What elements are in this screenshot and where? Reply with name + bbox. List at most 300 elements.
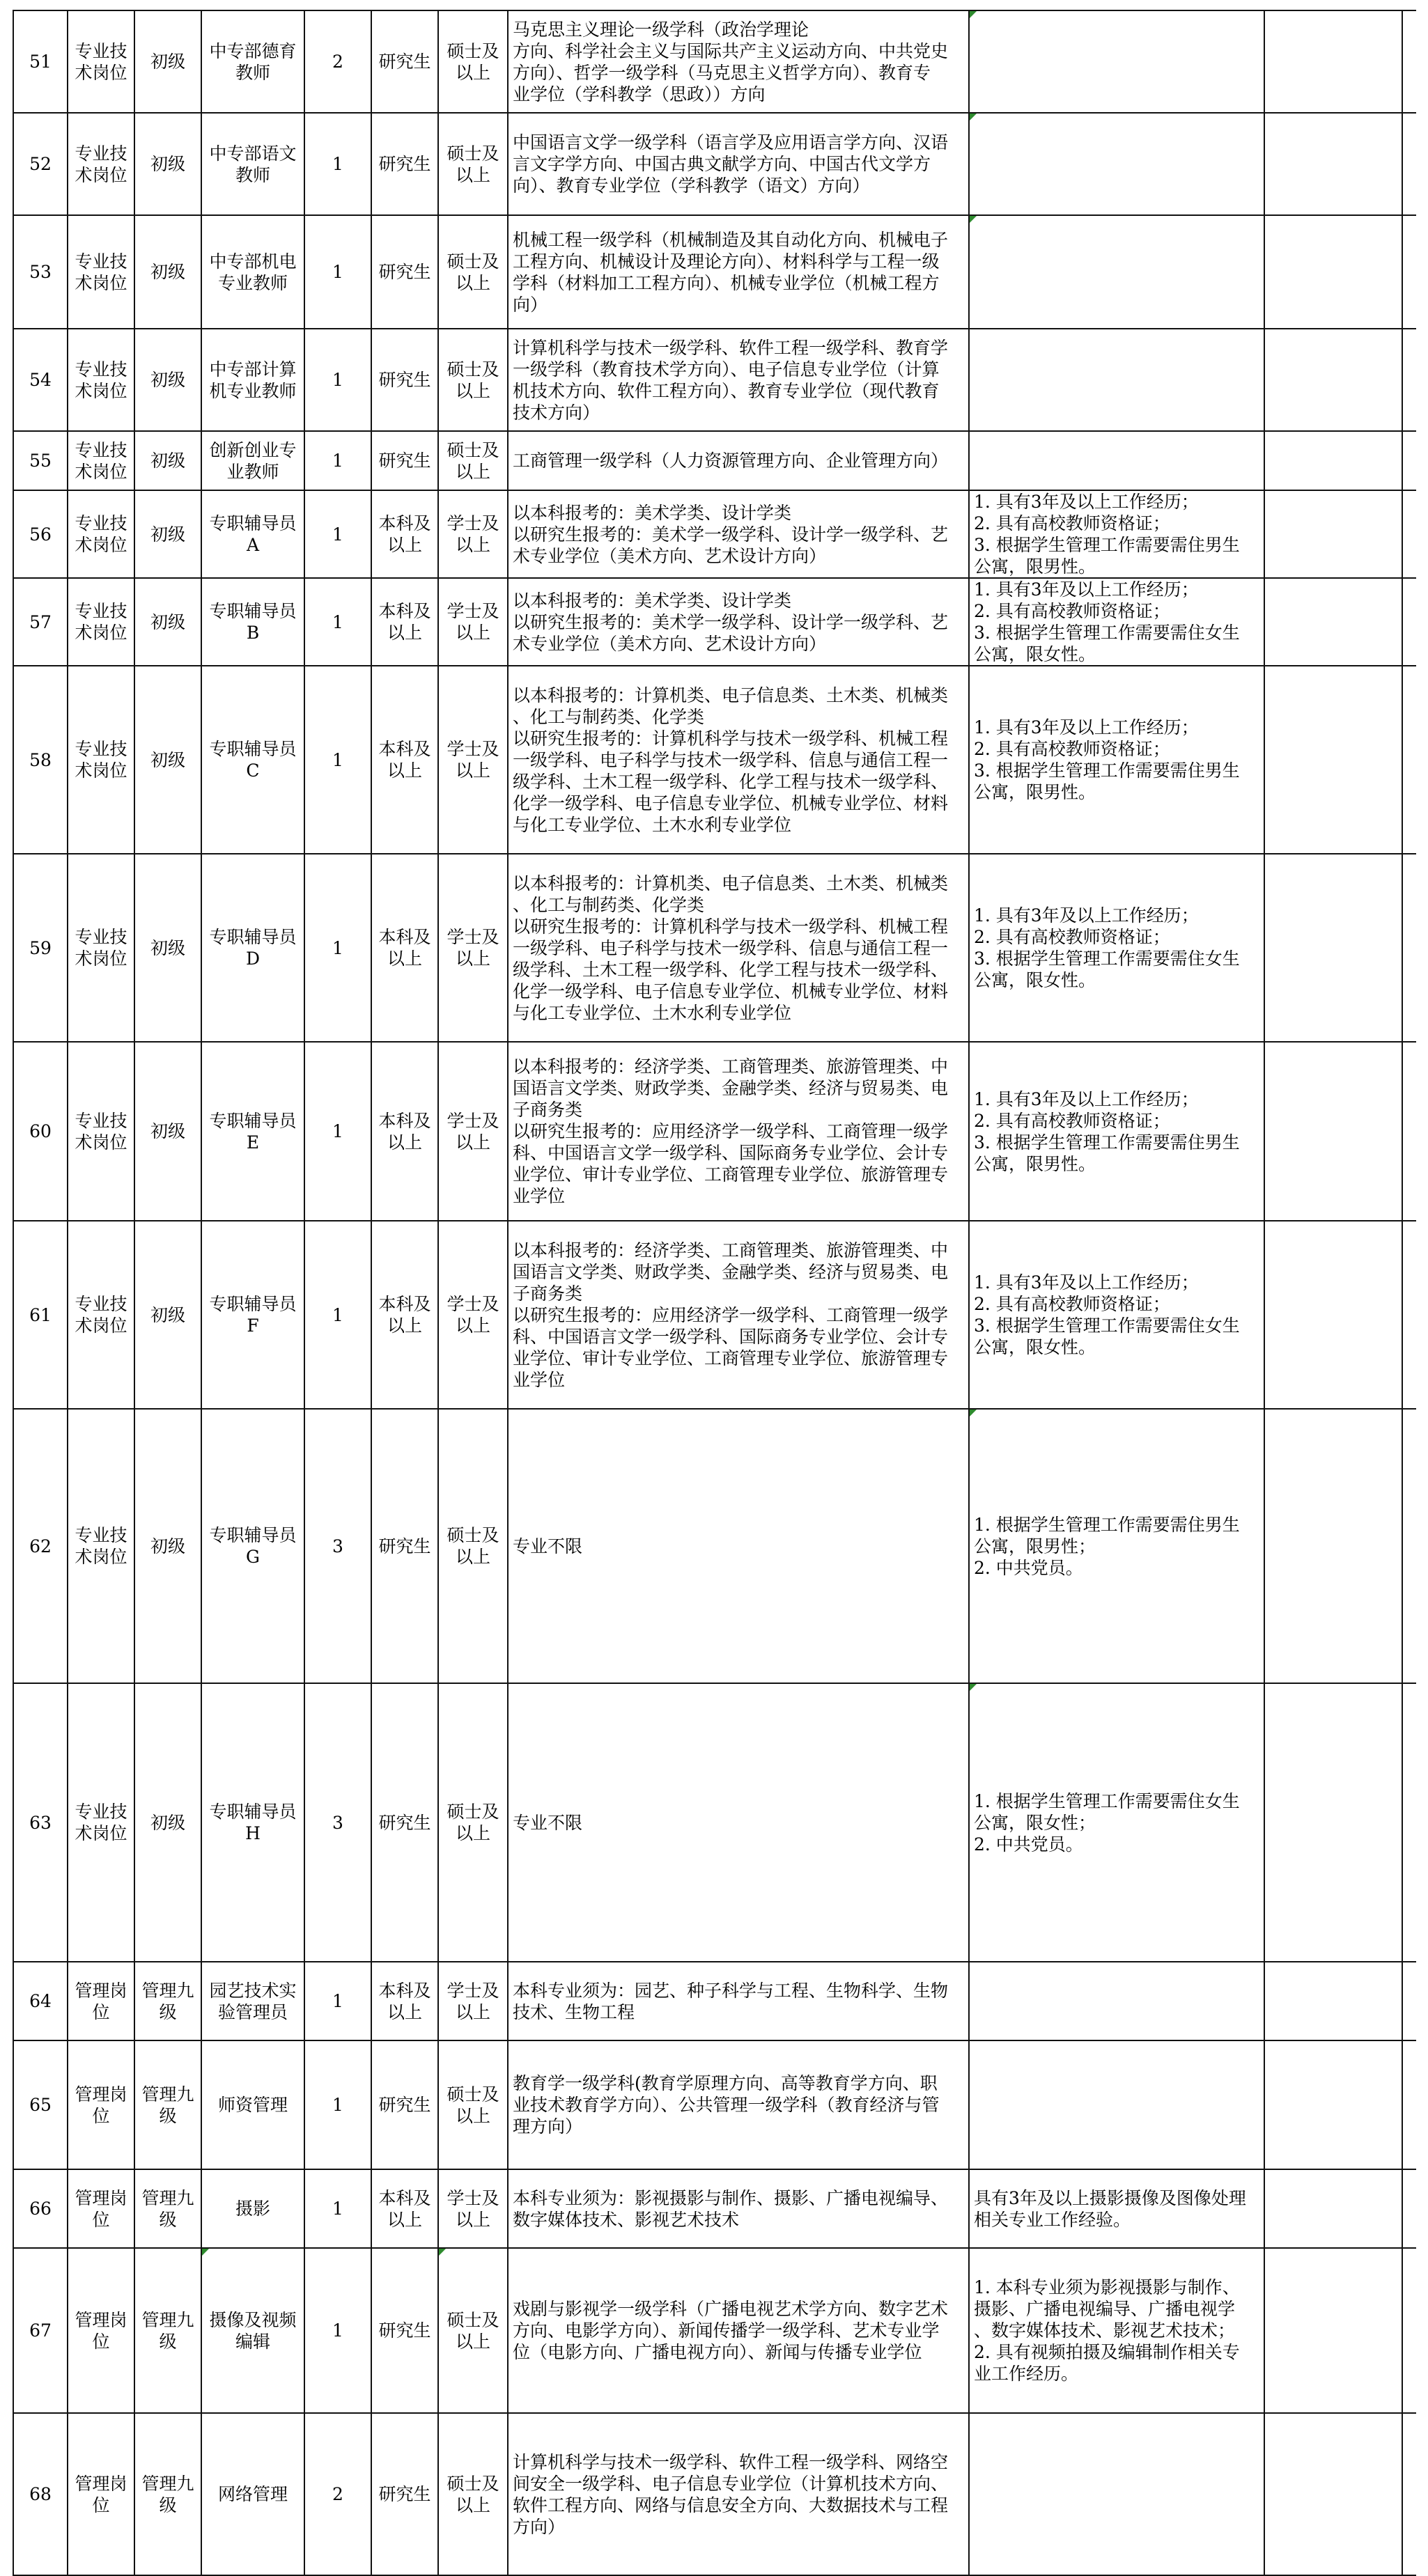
major-cell-line: 戏剧与影视学一级学科（广播电视艺术学方向、数字艺术 <box>513 2299 949 2319</box>
table-row <box>13 578 1416 666</box>
level-cell: 初级 <box>134 1409 201 1683</box>
table-row <box>13 1221 1416 1409</box>
major-cell-line: 以本科报考的：美术学类、设计学类 <box>513 502 792 523</box>
headcount-cell: 1 <box>304 431 371 490</box>
degree-cell-line: 硕士及 <box>447 251 499 272</box>
category-cell <box>68 1042 134 1221</box>
other-requirements-cell-line: 2. 具有高校教师资格证； <box>974 739 1170 759</box>
degree-cell <box>438 329 508 431</box>
trailing-cell <box>1402 578 1416 666</box>
table-row <box>13 329 1416 431</box>
table-row <box>13 2169 1416 2248</box>
major-cell <box>508 1683 969 1962</box>
level-cell-line: 管理九 <box>141 2084 194 2105</box>
other-requirements-cell-line: 公寓，限男性。 <box>974 1153 1096 1174</box>
category-cell-line: 专业技 <box>75 439 127 460</box>
remark-cell <box>1264 431 1402 490</box>
row-number-cell: 63 <box>13 1683 68 1962</box>
degree-cell <box>438 431 508 490</box>
trailing-cell <box>1402 215 1416 329</box>
other-requirements-cell <box>969 2248 1264 2413</box>
row-number-cell: 58 <box>13 666 68 854</box>
remark-cell <box>1264 490 1402 578</box>
major-cell <box>508 10 969 113</box>
major-cell <box>508 2248 969 2413</box>
category-cell-line: 术岗位 <box>75 380 127 401</box>
education-cell <box>371 666 438 854</box>
degree-cell-line: 以上 <box>455 62 490 83</box>
remark-cell <box>1264 1221 1402 1409</box>
other-requirements-cell-line: 公寓，限女性； <box>974 1812 1096 1833</box>
other-requirements-cell <box>969 215 1264 329</box>
category-cell-line: 位 <box>92 2331 110 2352</box>
degree-cell-line: 硕士及 <box>447 143 499 164</box>
level-cell <box>134 2413 201 2575</box>
degree-cell-line: 硕士及 <box>447 359 499 380</box>
headcount-cell: 1 <box>304 1221 371 1409</box>
category-cell-line: 术岗位 <box>75 1316 127 1336</box>
education-cell-line: 本科及 <box>378 1980 431 2001</box>
major-cell-line: 数字媒体技术、影视艺术技术 <box>513 2209 740 2230</box>
category-cell-line: 管理岗 <box>75 2473 127 2494</box>
category-cell <box>68 1683 134 1962</box>
level-cell: 初级 <box>134 431 201 490</box>
level-cell-line: 级 <box>159 2209 177 2230</box>
education-cell-line: 以上 <box>387 535 422 555</box>
trailing-cell <box>1402 1683 1416 1962</box>
remark-cell <box>1264 578 1402 666</box>
major-cell <box>508 578 969 666</box>
category-cell <box>68 113 134 215</box>
other-requirements-cell-line: 2. 具有高校教师资格证； <box>974 1110 1170 1131</box>
major-cell-line: 中国语言文学一级学科（语言学及应用语言学方向、汉语 <box>513 132 949 153</box>
other-requirements-cell <box>969 431 1264 490</box>
degree-cell-line: 以上 <box>455 1316 490 1336</box>
major-cell-line: 计算机科学与技术一级学科、软件工程一级学科、网络空 <box>513 2451 949 2472</box>
education-cell-line: 本科及 <box>378 601 431 621</box>
major-cell-line: 以研究生报考的：计算机科学与技术一级学科、机械工程 <box>513 916 949 937</box>
other-requirements-cell <box>969 10 1264 113</box>
remark-cell <box>1264 2413 1402 2575</box>
remark-cell <box>1264 2040 1402 2169</box>
level-cell-line: 管理九 <box>141 2309 194 2330</box>
post-name-cell-line: 中专部语文 <box>209 143 297 164</box>
trailing-cell <box>1402 431 1416 490</box>
other-requirements-cell-line: 摄影、广播电视编导、广播电视学 <box>974 2299 1236 2319</box>
major-cell-line: 一级学科（教育技术学方向）、电子信息专业学位（计算 <box>513 359 940 380</box>
major-cell-line: 马克思主义理论一级学科（政治学理论 <box>513 19 809 40</box>
degree-cell-line: 以上 <box>455 535 490 555</box>
major-cell-line: 专业不限 <box>513 1812 583 1833</box>
degree-cell-line: 以上 <box>455 2331 490 2352</box>
major-cell <box>508 1221 969 1409</box>
headcount-cell: 1 <box>304 2040 371 2169</box>
other-requirements-cell-line: 、数字媒体技术、影视艺术技术； <box>974 2320 1236 2341</box>
degree-cell-line: 学士及 <box>447 1110 499 1131</box>
row-number-cell: 56 <box>13 490 68 578</box>
degree-cell <box>438 1683 508 1962</box>
post-name-cell-line: 师资管理 <box>217 2095 288 2115</box>
major-cell-line: 子商务类 <box>513 1283 583 1304</box>
row-number-cell: 57 <box>13 578 68 666</box>
table-row <box>13 431 1416 490</box>
major-cell-line: 科、中国语言文学一级学科、国际商务专业学位、会计专 <box>513 1326 949 1347</box>
major-cell-line: 业学位 <box>513 1186 566 1206</box>
degree-cell-line: 硕士及 <box>447 2084 499 2105</box>
other-requirements-cell-line: 公寓，限男性。 <box>974 782 1096 802</box>
post-name-cell-line: 创新创业专 <box>209 439 297 460</box>
category-cell-line: 专业技 <box>75 1525 127 1545</box>
other-requirements-cell-line: 3. 根据学生管理工作需要需住女生 <box>974 949 1240 969</box>
remark-cell <box>1264 1409 1402 1683</box>
category-cell-line: 术岗位 <box>75 1823 127 1843</box>
other-requirements-cell-line: 公寓，限男性。 <box>974 556 1096 577</box>
education-cell-line: 以上 <box>387 1132 422 1153</box>
major-cell <box>508 2413 969 2575</box>
post-name-cell <box>201 329 304 431</box>
major-cell-line: 专业不限 <box>513 1536 583 1556</box>
education-cell <box>371 1042 438 1221</box>
post-name-cell <box>201 1042 304 1221</box>
post-name-cell-line: 专职辅导员E <box>209 1110 297 1153</box>
category-cell <box>68 1409 134 1683</box>
other-requirements-cell-line: 1. 具有3年及以上工作经历； <box>974 1088 1199 1109</box>
remark-cell <box>1264 113 1402 215</box>
level-cell-line: 级 <box>159 2001 177 2022</box>
headcount-cell: 1 <box>304 666 371 854</box>
other-requirements-cell <box>969 490 1264 578</box>
category-cell <box>68 1962 134 2040</box>
education-cell: 研究生 <box>371 215 438 329</box>
other-requirements-cell-line: 具有3年及以上摄影摄像及图像处理 <box>974 2187 1246 2208</box>
post-name-cell <box>201 431 304 490</box>
category-cell-line: 位 <box>92 2495 110 2515</box>
other-requirements-cell-line: 1. 本科专业须为影视摄影与制作、 <box>974 2277 1240 2297</box>
headcount-cell: 1 <box>304 490 371 578</box>
level-cell: 初级 <box>134 578 201 666</box>
post-name-cell-line: 网络管理 <box>217 2484 288 2504</box>
education-cell-line: 本科及 <box>378 739 431 759</box>
education-cell-line: 以上 <box>387 623 422 643</box>
major-cell-line: 学科（材料加工工程方向）、机械专业学位（机械工程方 <box>513 272 940 293</box>
category-cell-line: 术岗位 <box>75 623 127 643</box>
other-requirements-cell <box>969 113 1264 215</box>
headcount-cell: 1 <box>304 1962 371 2040</box>
level-cell <box>134 2040 201 2169</box>
other-requirements-cell-line: 2. 具有视频拍摄及编辑制作相关专 <box>974 2342 1240 2362</box>
degree-cell-line: 学士及 <box>447 2187 499 2208</box>
major-cell-line: 以研究生报考的：应用经济学一级学科、工商管理一级学 <box>513 1304 949 1325</box>
other-requirements-cell-line: 公寓，限女性。 <box>974 1337 1096 1357</box>
education-cell-line: 以上 <box>387 2001 422 2022</box>
education-cell: 研究生 <box>371 113 438 215</box>
trailing-cell <box>1402 1042 1416 1221</box>
trailing-cell <box>1402 2040 1416 2169</box>
post-name-cell <box>201 1962 304 2040</box>
post-name-cell-line: 中专部计算 <box>209 359 297 380</box>
trailing-cell <box>1402 10 1416 113</box>
post-name-cell <box>201 490 304 578</box>
level-cell <box>134 2248 201 2413</box>
post-name-cell-line: 专职辅导员C <box>209 739 297 781</box>
major-cell-line: 言文字学方向、中国古典文献学方向、中国古代文学方 <box>513 154 931 174</box>
other-requirements-cell-line: 2. 中共党员。 <box>974 1834 1083 1855</box>
major-cell <box>508 2169 969 2248</box>
headcount-cell: 1 <box>304 1042 371 1221</box>
post-name-cell-line: 专职辅导员F <box>209 1294 297 1336</box>
education-cell <box>371 2169 438 2248</box>
major-cell <box>508 666 969 854</box>
other-requirements-cell <box>969 1042 1264 1221</box>
remark-cell <box>1264 1042 1402 1221</box>
other-requirements-cell-line: 1. 具有3年及以上工作经历； <box>974 492 1199 512</box>
education-cell: 研究生 <box>371 2248 438 2413</box>
other-requirements-cell <box>969 2169 1264 2248</box>
other-requirements-cell <box>969 329 1264 431</box>
degree-cell-line: 以上 <box>455 623 490 643</box>
degree-cell-line: 硕士及 <box>447 2473 499 2494</box>
row-number-cell: 61 <box>13 1221 68 1409</box>
post-name-cell-line: 园艺技术实 <box>209 1980 297 2001</box>
degree-cell <box>438 490 508 578</box>
trailing-cell <box>1402 854 1416 1042</box>
degree-cell-line: 学士及 <box>447 927 499 947</box>
category-cell-line: 术岗位 <box>75 760 127 781</box>
other-requirements-cell-line: 3. 根据学生管理工作需要需住男生 <box>974 535 1240 555</box>
row-number-cell: 66 <box>13 2169 68 2248</box>
category-cell-line: 术岗位 <box>75 461 127 482</box>
major-cell-line: 一级学科、电子科学与技术一级学科、信息与通信工程一 <box>513 749 949 770</box>
category-cell <box>68 2413 134 2575</box>
education-cell <box>371 1221 438 1409</box>
education-cell: 研究生 <box>371 1409 438 1683</box>
level-cell: 初级 <box>134 10 201 113</box>
category-cell-line: 术岗位 <box>75 62 127 83</box>
degree-cell-line: 硕士及 <box>447 2309 499 2330</box>
category-cell-line: 术岗位 <box>75 164 127 185</box>
education-cell: 研究生 <box>371 329 438 431</box>
major-cell-line: 以研究生报考的：美术学一级学科、设计学一级学科、艺 <box>513 524 949 545</box>
category-cell <box>68 1221 134 1409</box>
degree-cell <box>438 1962 508 2040</box>
table-row <box>13 490 1416 578</box>
major-cell-line: 业学位 <box>513 1369 566 1390</box>
degree-cell-line: 以上 <box>455 760 490 781</box>
degree-cell <box>438 215 508 329</box>
post-name-cell-line: 摄像及视频 <box>209 2309 297 2330</box>
degree-cell-line: 学士及 <box>447 1294 499 1314</box>
major-cell-line: 间安全一级学科、电子信息专业学位（计算机技术方向、 <box>513 2473 949 2494</box>
major-cell-line: 位（电影方向、广播电视方向）、新闻与传播专业学位 <box>513 2342 922 2362</box>
row-number-cell: 59 <box>13 854 68 1042</box>
remark-cell <box>1264 215 1402 329</box>
degree-cell <box>438 1042 508 1221</box>
major-cell-line: 级学科、土木工程一级学科、化学工程与技术一级学科、 <box>513 771 949 792</box>
post-name-cell <box>201 854 304 1042</box>
major-cell-line: 以研究生报考的：应用经济学一级学科、工商管理一级学 <box>513 1121 949 1141</box>
major-cell <box>508 431 969 490</box>
table-row <box>13 666 1416 854</box>
education-cell: 研究生 <box>371 431 438 490</box>
table-row <box>13 1409 1416 1683</box>
trailing-cell <box>1402 1221 1416 1409</box>
category-cell-line: 位 <box>92 2001 110 2022</box>
headcount-cell: 1 <box>304 2248 371 2413</box>
level-cell <box>134 1962 201 2040</box>
headcount-cell: 3 <box>304 1683 371 1962</box>
category-cell-line: 专业技 <box>75 143 127 164</box>
category-cell <box>68 2040 134 2169</box>
post-name-cell-line: 验管理员 <box>217 2001 288 2022</box>
other-requirements-cell <box>969 1409 1264 1683</box>
post-name-cell <box>201 1409 304 1683</box>
category-cell-line: 术岗位 <box>75 949 127 969</box>
major-cell-line: 本科专业须为：园艺、种子科学与工程、生物科学、生物 <box>513 1980 949 2001</box>
major-cell-line: 工商管理一级学科（人力资源管理方向、企业管理方向） <box>513 451 949 471</box>
level-cell: 初级 <box>134 1042 201 1221</box>
category-cell-line: 管理岗 <box>75 2309 127 2330</box>
trailing-cell <box>1402 113 1416 215</box>
education-cell: 研究生 <box>371 1683 438 1962</box>
category-cell-line: 管理岗 <box>75 1980 127 2001</box>
post-name-cell <box>201 113 304 215</box>
table-row <box>13 113 1416 215</box>
other-requirements-cell-line: 1. 具有3年及以上工作经历； <box>974 905 1199 926</box>
major-cell <box>508 854 969 1042</box>
category-cell-line: 专业技 <box>75 359 127 380</box>
degree-cell-line: 以上 <box>455 949 490 969</box>
level-cell-line: 管理九 <box>141 2187 194 2208</box>
major-cell-line: 国语言文学类、财政学类、金融学类、经济与贸易类、电 <box>513 1261 949 1282</box>
education-cell-line: 以上 <box>387 1316 422 1336</box>
major-cell <box>508 1042 969 1221</box>
education-cell-line: 以上 <box>387 949 422 969</box>
degree-cell-line: 以上 <box>455 1132 490 1153</box>
remark-cell <box>1264 2169 1402 2248</box>
category-cell-line: 专业技 <box>75 1294 127 1314</box>
table-row <box>13 2413 1416 2575</box>
row-number-cell: 64 <box>13 1962 68 2040</box>
level-cell: 初级 <box>134 1683 201 1962</box>
education-cell: 研究生 <box>371 2040 438 2169</box>
degree-cell-line: 学士及 <box>447 739 499 759</box>
category-cell-line: 专业技 <box>75 40 127 61</box>
major-cell-line: 以本科报考的：计算机类、电子信息类、土木类、机械类 <box>513 685 949 705</box>
trailing-cell <box>1402 490 1416 578</box>
degree-cell-line: 以上 <box>455 2495 490 2515</box>
other-requirements-cell-line: 1. 具有3年及以上工作经历； <box>974 579 1199 600</box>
level-cell-line: 管理九 <box>141 2473 194 2494</box>
row-number-cell: 62 <box>13 1409 68 1683</box>
post-name-cell-line: 教师 <box>235 62 270 83</box>
row-number-cell: 52 <box>13 113 68 215</box>
major-cell-line: 业技术教育学方向）、公共管理一级学科（教育经济与管 <box>513 2095 940 2115</box>
category-cell-line: 专业技 <box>75 739 127 759</box>
other-requirements-cell-line: 1. 根据学生管理工作需要需住女生 <box>974 1790 1240 1811</box>
major-cell-line: 业学位、审计专业学位、工商管理专业学位、旅游管理专 <box>513 1164 949 1185</box>
headcount-cell: 1 <box>304 2169 371 2248</box>
major-cell-line: 向） <box>513 294 548 315</box>
category-cell <box>68 490 134 578</box>
trailing-cell <box>1402 2169 1416 2248</box>
major-cell-line: 本科专业须为：影视摄影与制作、摄影、广播电视编导、 <box>513 2187 949 2208</box>
other-requirements-cell-line: 3. 根据学生管理工作需要需住女生 <box>974 623 1240 643</box>
degree-cell-line: 学士及 <box>447 601 499 621</box>
level-cell-line: 级 <box>159 2495 177 2515</box>
remark-cell <box>1264 1962 1402 2040</box>
table-row <box>13 1042 1416 1221</box>
other-requirements-cell-line: 2. 具有高校教师资格证； <box>974 601 1170 621</box>
major-cell-line: 方向）、哲学一级学科（马克思主义哲学方向）、教育专 <box>513 62 931 83</box>
other-requirements-cell-line: 1. 具有3年及以上工作经历； <box>974 717 1199 737</box>
post-name-cell-line: 摄影 <box>235 2199 270 2219</box>
post-name-cell-line: 编辑 <box>235 2331 270 2352</box>
degree-cell-line: 以上 <box>455 2209 490 2230</box>
other-requirements-cell-line: 3. 根据学生管理工作需要需住男生 <box>974 1132 1240 1153</box>
other-requirements-cell-line: 公寓，限女性。 <box>974 970 1096 990</box>
level-cell-line: 管理九 <box>141 1980 194 2001</box>
major-cell-line: 术专业学位（美术方向、艺术设计方向） <box>513 545 827 566</box>
row-number-cell: 55 <box>13 431 68 490</box>
degree-cell-line: 以上 <box>455 1547 490 1567</box>
post-name-cell-line: 专职辅导员A <box>209 513 297 555</box>
degree-cell-line: 硕士及 <box>447 439 499 460</box>
degree-cell-line: 学士及 <box>447 513 499 533</box>
other-requirements-cell-line: 2. 具有高校教师资格证； <box>974 1294 1170 1314</box>
level-cell: 初级 <box>134 215 201 329</box>
post-name-cell-line: 中专部德育 <box>209 40 297 61</box>
degree-cell <box>438 2169 508 2248</box>
major-cell-line: 、化工与制药类、化学类 <box>513 894 705 915</box>
level-cell: 初级 <box>134 113 201 215</box>
post-name-cell-line: 教师 <box>235 164 270 185</box>
row-number-cell: 67 <box>13 2248 68 2413</box>
category-cell-line: 专业技 <box>75 601 127 621</box>
major-cell-line: 术专业学位（美术方向、艺术设计方向） <box>513 633 827 654</box>
post-name-cell <box>201 2413 304 2575</box>
category-cell-line: 专业技 <box>75 251 127 272</box>
trailing-cell <box>1402 1962 1416 2040</box>
post-name-cell-line: 专业教师 <box>217 272 288 293</box>
degree-cell-line: 以上 <box>455 1823 490 1843</box>
other-requirements-cell-line: 3. 根据学生管理工作需要需住男生 <box>974 760 1240 781</box>
category-cell-line: 术岗位 <box>75 272 127 293</box>
category-cell-line: 专业技 <box>75 513 127 533</box>
other-requirements-cell <box>969 2413 1264 2575</box>
major-cell-line: 向）、教育专业学位（学科教学（语文）方向） <box>513 175 870 196</box>
major-cell-line: 、化工与制药类、化学类 <box>513 706 705 727</box>
level-cell: 初级 <box>134 666 201 854</box>
level-cell: 初级 <box>134 1221 201 1409</box>
remark-cell <box>1264 10 1402 113</box>
headcount-cell: 1 <box>304 215 371 329</box>
other-requirements-cell-line: 3. 根据学生管理工作需要需住女生 <box>974 1316 1240 1336</box>
category-cell <box>68 2248 134 2413</box>
degree-cell <box>438 666 508 854</box>
major-cell-line: 理方向） <box>513 2116 583 2137</box>
headcount-cell: 2 <box>304 10 371 113</box>
major-cell-line: 化学一级学科、电子信息专业学位、机械专业学位、材料 <box>513 981 949 1001</box>
headcount-cell: 2 <box>304 2413 371 2575</box>
other-requirements-cell-line: 1. 具有3年及以上工作经历； <box>974 1272 1199 1293</box>
major-cell-line: 一级学科、电子科学与技术一级学科、信息与通信工程一 <box>513 937 949 958</box>
post-name-cell <box>201 10 304 113</box>
degree-cell <box>438 113 508 215</box>
major-cell-line: 以本科报考的：经济学类、工商管理类、旅游管理类、中 <box>513 1056 949 1077</box>
major-cell-line: 方向、电影学方向）、新闻传播学一级学科、艺术专业学 <box>513 2320 940 2341</box>
category-cell <box>68 10 134 113</box>
degree-cell <box>438 854 508 1042</box>
